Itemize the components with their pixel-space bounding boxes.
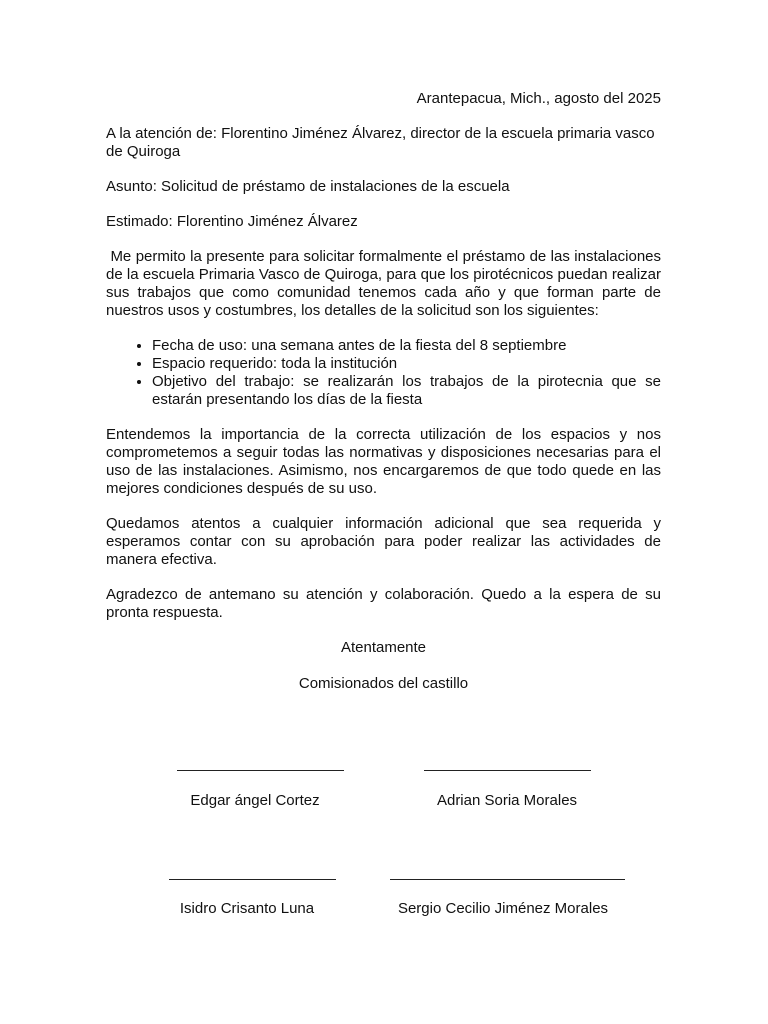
signer-name: Adrian Soria Morales <box>436 792 578 809</box>
letter-body <box>106 90 666 710</box>
sender-group: Comisionados del castillo <box>298 675 469 692</box>
commitment-paragraph: Entendemos la importancia de la correcta utilización de los espacios y nos comprometemos a seguir todas las normativas y disposiciones necesarias para el uso de las instalaciones. Asimismo, nos encargaremos de que todo quede en las mejores condiciones después de su uso. <box>106 426 661 497</box>
signer-name: Isidro Crisanto Luna <box>179 900 315 917</box>
availability-paragraph: Quedamos atentos a cualquier información adicional que sea requerida y esperamos contar con su aprobación para poder realizar las actividades de manera efectiva. <box>106 515 661 568</box>
signer-name: Edgar ángel Cortez <box>190 792 320 809</box>
thanks-paragraph: Agradezco de antemano su atención y colaboración. Quedo a la espera de su pronta respuesta. <box>106 586 661 621</box>
signer-name: Sergio Cecilio Jiménez Morales <box>397 900 609 917</box>
list-item: • Fecha de uso: una semana antes de la fiesta del 8 septiembre <box>152 337 661 355</box>
attention-line: A la atención de: Florentino Jiménez Álvarez, director de la escuela primaria vasco de Quiroga <box>106 125 655 160</box>
intro-paragraph: Me permito la presente para solicitar formalmente el préstamo de las instalaciones de la escuela Primaria Vasco de Quiroga, para que los pirotécnicos puedan realizar sus trabajos que como comunidad tenemos cada año y que forman parte de nuestros usos y costumbres, los detalles de la solicitud son los siguientes: <box>106 248 666 319</box>
list-item: • Objetivo del trabajo: se realizarán los trabajos de la pirotecnia que se estarán presentando los días de la fiesta <box>152 373 661 409</box>
list-item: • Espacio requerido: toda la institución <box>152 355 661 373</box>
closing: Atentamente <box>340 639 427 656</box>
date-line: Arantepacua, Mich., agosto del 2025 <box>416 90 661 107</box>
signature-line <box>390 879 625 880</box>
details-list <box>106 337 661 409</box>
signature-line <box>177 770 344 771</box>
signature-line <box>424 770 591 771</box>
subject-line: Asunto: Solicitud de préstamo de instalaciones de la escuela <box>106 178 510 195</box>
signature-line <box>169 879 336 880</box>
greeting: Estimado: Florentino Jiménez Álvarez <box>106 213 358 230</box>
